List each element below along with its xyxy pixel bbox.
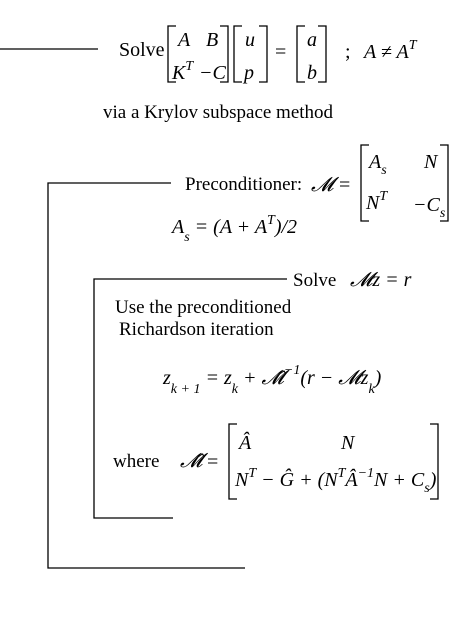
separator: ; (345, 41, 351, 63)
matrix-a12: B (206, 29, 219, 51)
vector-bracket-right (259, 26, 267, 82)
preconditioner-label: Preconditioner: (185, 174, 303, 195)
vector-u: u (245, 29, 255, 51)
top-equals: = (275, 41, 287, 63)
nonsymmetric-condition: $A \ne A^T$ (364, 38, 417, 63)
mhat-r1c1: Â (239, 432, 252, 454)
rhs-a: a (307, 29, 317, 51)
mhat-r1c2: N (341, 432, 355, 454)
matrix-a21: $K^T$ (172, 59, 194, 84)
prec-a21: $N^T$ (366, 189, 388, 214)
prec-a12: N (424, 151, 438, 173)
prec-a11: $A_s$ (369, 151, 387, 178)
inner-solve-label: Solve (293, 270, 337, 291)
vector-bracket-left (234, 26, 242, 82)
as-definition: $A_s = (A + A^T)/2$ (172, 213, 298, 245)
where-label: where (113, 451, 160, 472)
inner-solve-equation: 𝓜z = r (350, 269, 412, 291)
precond-equals: = (339, 174, 351, 196)
rhs-b: b (307, 62, 317, 84)
precond-symbol: 𝓜 (311, 172, 334, 196)
matrix-a11: A (178, 29, 191, 51)
matrix-a22: −C (199, 62, 226, 84)
rhs-bracket-right (318, 26, 326, 82)
prec-a22: $-C_s$ (413, 194, 446, 221)
method-text: via a Krylov subspace method (103, 102, 334, 123)
description-line-2: Richardson iteration (119, 319, 274, 340)
rhs-bracket-left (297, 26, 305, 82)
mhat-row-2: $N^T$ − Ĝ + $(N^TÂ^{-1}N + C_s)$ (235, 466, 437, 496)
solve-label: Solve (119, 39, 165, 61)
mhat-equals: = (207, 451, 219, 473)
mhat-symbol: 𝓜̂ (180, 448, 203, 472)
vector-p: p (244, 62, 254, 84)
description-line-1: Use the preconditioned (115, 297, 292, 318)
richardson-iteration: $z_{k + 1} = z_k$ + 𝓜̂$^{-1}$(r − 𝓜z$_k$) (163, 363, 382, 397)
